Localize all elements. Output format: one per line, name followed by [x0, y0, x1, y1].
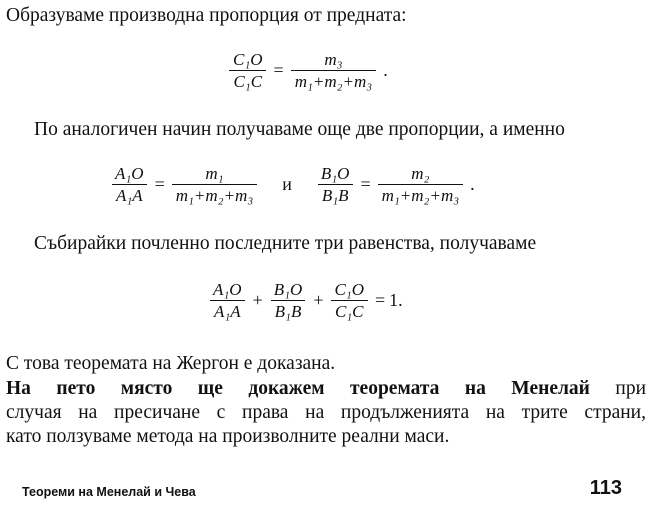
- fraction-denominator: m₁+m₂+m₃: [172, 184, 258, 205]
- fraction-c1o-c1c: [229, 50, 267, 91]
- text-line-1: Образуваме производна пропорция от предната:: [6, 5, 407, 26]
- fraction-denominator: C₁C: [331, 300, 368, 321]
- fraction-numerator: C₁O: [233, 50, 263, 69]
- period: .: [470, 174, 475, 194]
- period: .: [383, 60, 388, 80]
- equals-sign: =: [360, 174, 371, 194]
- text-line-2: По аналогичен начин получаваме още две пропорции, а именно: [34, 119, 565, 140]
- fraction-b1o-b1b: [317, 164, 354, 205]
- fraction-a1o-a1a: [209, 280, 246, 321]
- fraction-denominator: m₁+m₂+m₃: [378, 184, 464, 205]
- fraction-numerator: C₁O: [334, 280, 364, 299]
- formula-c1o-ratio: [226, 50, 392, 91]
- equals-sign: =: [154, 174, 165, 194]
- text-line-3: Събирайки почленно последните три равенства, получаваме: [34, 233, 537, 254]
- text-line-6: случая на пресичане с права на продълженията на трите страни,: [6, 402, 646, 423]
- fraction-numerator: m₁: [205, 164, 224, 183]
- text-line-5: [6, 377, 646, 401]
- fraction-b1o-b1b: [270, 280, 307, 321]
- right-hand-side: 1.: [389, 290, 403, 310]
- formula-two-proportions: [108, 164, 479, 205]
- fraction-m1-sum: [172, 164, 258, 205]
- plus-sign: +: [313, 290, 324, 310]
- fraction-numerator: B₁O: [273, 280, 303, 299]
- fraction-numerator: m₃: [324, 50, 343, 69]
- fraction-denominator: B₁B: [271, 300, 306, 321]
- formula-sum-of-ratios: [206, 280, 407, 321]
- fraction-numerator: A₁O: [213, 280, 242, 299]
- fraction-numerator: B₁O: [320, 164, 350, 183]
- bold-statement: На пето място ще докажем теоремата на Менелай: [6, 378, 590, 399]
- plus-sign: +: [252, 290, 263, 310]
- fraction-denominator: B₁B: [318, 184, 353, 205]
- fraction-numerator: m₂: [411, 164, 430, 183]
- fraction-a1o-a1a: [111, 164, 148, 205]
- fraction-denominator: m₁+m₂+m₃: [291, 70, 377, 91]
- fraction-c1o-c1c: [330, 280, 368, 321]
- fraction-numerator: A₁O: [115, 164, 144, 183]
- equals-sign: =: [273, 60, 284, 80]
- text-line-4: С това теоремата на Жергон е доказана.: [6, 353, 336, 374]
- conjunction-and: и: [282, 174, 292, 194]
- text-line-7: като ползуваме метода на произволните реални маси.: [6, 426, 450, 447]
- text-line-5-rest: при: [589, 378, 646, 399]
- fraction-m2-sum: [378, 164, 464, 205]
- fraction-denominator: C₁C: [229, 70, 266, 91]
- equals-sign: =: [375, 290, 386, 310]
- page-number: 113: [589, 477, 622, 499]
- fraction-m3-sum: [291, 50, 377, 91]
- fraction-denominator: A₁A: [112, 184, 147, 205]
- fraction-denominator: A₁A: [210, 300, 245, 321]
- running-footer-title: Теореми на Менелай и Чева: [22, 485, 196, 499]
